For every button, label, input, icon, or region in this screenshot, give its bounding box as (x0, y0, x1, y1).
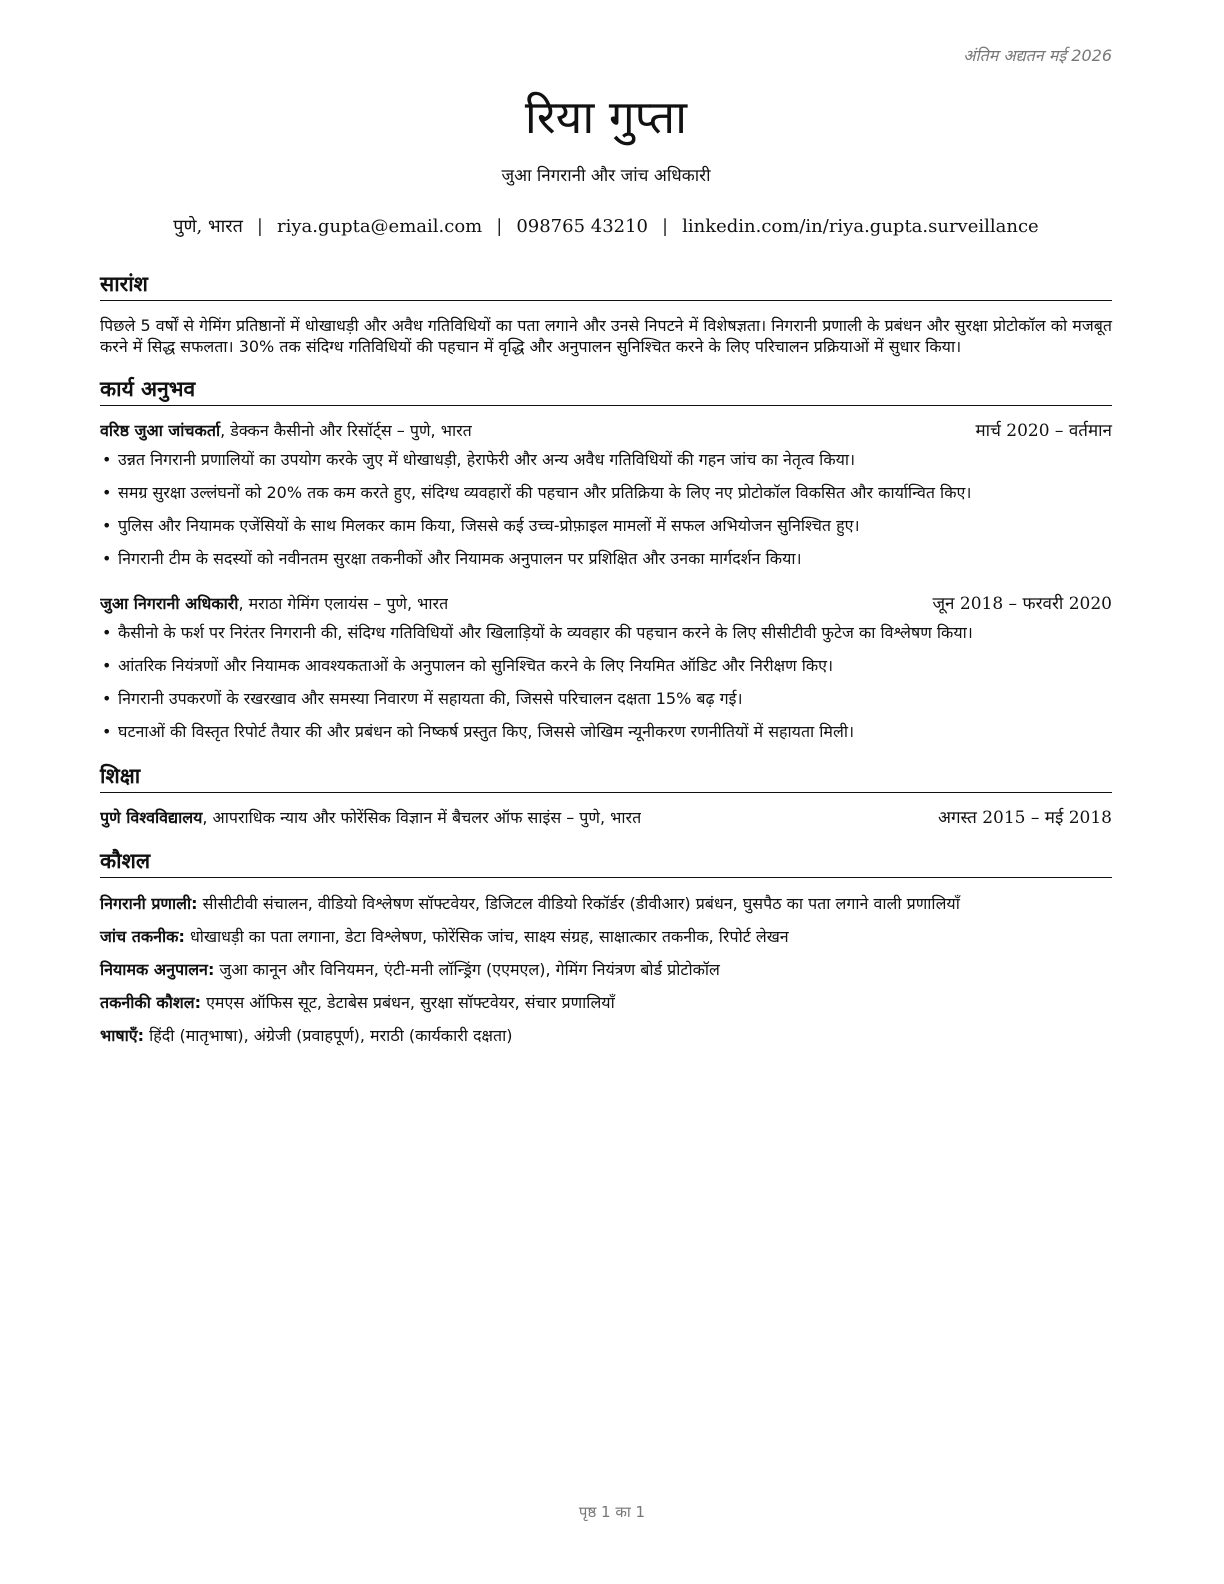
contact-linkedin[interactable]: linkedin.com/in/riya.gupta.surveillance (682, 216, 1039, 237)
skill-label: नियामक अनुपालन: (100, 960, 215, 979)
job-role: जुआ निगरानी अधिकारी (100, 594, 239, 613)
resume-content (100, 270, 1112, 1058)
job-bullet: • निगरानी टीम के सदस्यों को नवीनतम सुरक्षा तकनीकों और नियामक अनुपालन पर प्रशिक्षित और उनका मार्गदर्शन किया। (118, 547, 1112, 571)
job-header (100, 420, 1112, 442)
job-organization: , डेक्कन कैसीनो और रिसॉर्ट्स – पुणे, भारत (220, 421, 472, 440)
skill-row (100, 958, 1112, 982)
job-bullet: • कैसीनो के फर्श पर निरंतर निगरानी की, संदिग्ध गतिविधियों और खिलाड़ियों के व्यवहार की पहचान करने के लिए सीसीटीवी फुटेज का विश्लेषण किया। (118, 621, 1112, 645)
job-dates: मार्च 2020 – वर्तमान (975, 421, 1112, 441)
education-section (100, 762, 1112, 829)
summary-text: पिछले 5 वर्षों से गेमिंग प्रतिष्ठानों में धोखाधड़ी और अवैध गतिविधियों का पता लगाने और उनसे निपटने में विशेषज्ञता। निगरानी प्रणाली के प्रबंधन और सुरक्षा प्रोटोकॉल को मजबूत करने में सिद्ध सफलता। 30% तक संदिग्ध गतिविधियों की पहचान में वृद्धि और अनुपालन सुनिश्चित करने के लिए परिचालन प्रक्रियाओं में सुधार किया। (100, 316, 1112, 356)
skill-value: धोखाधड़ी का पता लगाना, डेटा विश्लेषण, फोरेंसिक जांच, साक्ष्य संग्रह, साक्षात्कार तकनीक, रिपोर्ट लेखन (184, 927, 789, 946)
last-updated: अंतिम अद्यतन मई 2026 (963, 46, 1112, 65)
skills-section (100, 847, 1112, 1048)
contact-separator: | (256, 216, 263, 237)
job-bullet: • समग्र सुरक्षा उल्लंघनों को 20% तक कम करते हुए, संदिग्ध व्यवहारों की पहचान और प्रतिक्रिया के लिए नए प्रोटोकॉल विकसित और कार्यान्वित किए। (118, 481, 1112, 505)
skills-list (100, 892, 1112, 1048)
job-entry (100, 593, 1112, 744)
experience-heading: कार्य अनुभव (100, 375, 1112, 406)
job-bullet: • उन्नत निगरानी प्रणालियों का उपयोग करके जुए में धोखाधड़ी, हेराफेरी और अन्य अवैध गतिविधियों की गहन जांच का नेतृत्व किया। (118, 448, 1112, 472)
candidate-title: जुआ निगरानी और जांच अधिकारी (501, 166, 711, 186)
skills-heading: कौशल (100, 847, 1112, 878)
summary-heading: सारांश (100, 270, 1112, 301)
page-number: पृष्ठ 1 का 1 (578, 1503, 646, 1521)
skill-row (100, 1024, 1112, 1048)
summary-section (100, 270, 1112, 357)
job-title-line (100, 420, 472, 442)
job-title-line (100, 593, 448, 615)
job-bullet: • घटनाओं की विस्तृत रिपोर्ट तैयार की और प्रबंधन को निष्कर्ष प्रस्तुत किए, जिससे जोखिम न्यूनीकरण रणनीतियों में सहायता मिली। (118, 720, 1112, 744)
job-role: वरिष्ठ जुआ जांचकर्ता (100, 421, 221, 440)
job-organization: , मराठा गेमिंग एलायंस – पुणे, भारत (238, 594, 449, 613)
job-bullets (100, 621, 1112, 744)
job-header (100, 593, 1112, 615)
skill-label: भाषाएँ: (100, 1026, 145, 1045)
skill-row (100, 892, 1112, 916)
skill-value: एमएस ऑफिस सूट, डेटाबेस प्रबंधन, सुरक्षा सॉफ्टवेयर, संचार प्रणालियाँ (201, 993, 615, 1012)
job-bullet: • आंतरिक नियंत्रणों और नियामक आवश्यकताओं के अनुपालन को सुनिश्चित करने के लिए नियमित ऑडिट और निरीक्षण किए। (118, 654, 1112, 678)
contact-email[interactable]: riya.gupta@email.com (276, 216, 483, 237)
education-school: पुणे विश्वविद्यालय (100, 808, 203, 827)
contact-line (100, 214, 1112, 240)
skill-label: तकनीकी कौशल: (100, 993, 201, 1012)
skill-label: निगरानी प्रणाली: (100, 894, 198, 913)
job-bullet: • निगरानी उपकरणों के रखरखाव और समस्या निवारण में सहायता की, जिससे परिचालन दक्षता 15% बढ़ गई। (118, 687, 1112, 711)
skill-value: हिंदी (मातृभाषा), अंग्रेजी (प्रवाहपूर्ण), मराठी (कार्यकारी दक्षता) (144, 1026, 513, 1045)
resume-header (100, 86, 1112, 240)
candidate-name: रिया गुप्ता (524, 90, 688, 144)
education-entry (100, 807, 1112, 829)
education-degree: , आपराधिक न्याय और फोरेंसिक विज्ञान में बैचलर ऑफ साइंस – पुणे, भारत (202, 808, 642, 827)
skill-row (100, 925, 1112, 949)
job-bullets (100, 448, 1112, 571)
contact-location: पुणे, भारत (173, 216, 243, 237)
education-title-line (100, 807, 641, 829)
contact-separator: | (662, 216, 669, 237)
job-bullet: • पुलिस और नियामक एजेंसियों के साथ मिलकर काम किया, जिससे कई उच्च-प्रोफ़ाइल मामलों में सफल अभियोजन सुनिश्चित हुए। (118, 514, 1112, 538)
education-dates: अगस्त 2015 – मई 2018 (937, 808, 1112, 828)
skill-row (100, 991, 1112, 1015)
skill-value: सीसीटीवी संचालन, वीडियो विश्लेषण सॉफ्टवेयर, डिजिटल वीडियो रिकॉर्डर (डीवीआर) प्रबंधन, घुसपैठ का पता लगाने वाली प्रणालियाँ (197, 894, 960, 913)
contact-phone: 098765 43210 (516, 216, 649, 237)
education-heading: शिक्षा (100, 762, 1112, 793)
job-dates: जून 2018 – फरवरी 2020 (932, 594, 1112, 614)
experience-section (100, 375, 1112, 744)
skill-label: जांच तकनीक: (100, 927, 185, 946)
job-entry (100, 420, 1112, 571)
contact-separator: | (496, 216, 503, 237)
skill-value: जुआ कानून और विनियमन, एंटी-मनी लॉन्ड्रिंग (एएमएल), गेमिंग नियंत्रण बोर्ड प्रोटोकॉल (214, 960, 720, 979)
